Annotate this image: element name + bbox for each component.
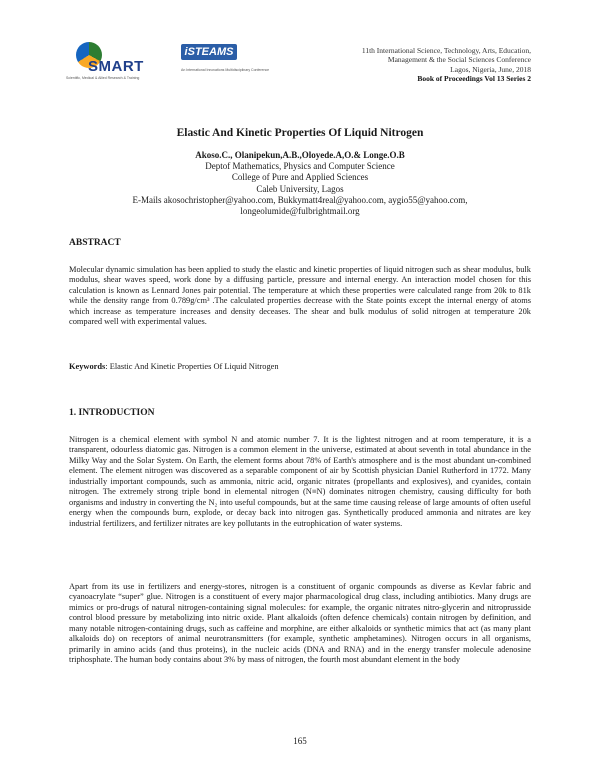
conference-info-line: 11th International Science, Technology, Arts, Education, xyxy=(361,46,531,55)
introduction-paragraph-2: Apart from its use in fertilizers and energy-stores, nitrogen is a constituent of organic compounds as diverse as Kevlar fabric and cyanoacrylate “super” glue. Nitrogen is a constituent of every major pharmacological drug class, including antibiotics. Many drugs are mimics or pro-drugs of natural nitrogen-containing signal molecules: for example, the organic nitrates nitro-glycerin and nitroprusside control blood pressure by metabolizing into nitric oxide. Plant alkaloids (often defence chemicals) contain nitrogen by definition, and many notable nitrogen-containing drugs, such as caffeine and morphine, are either alkaloids or synthetic mimics that act (as many plant alkaloids do) on receptors of animal neurotransmitters (for example, synthetic amphetamines). Nitrogen occurs in all organisms, primarily in amino acids (and thus proteins), in the nucleic acids (DNA and RNA) and in the energy transfer molecule adenosine triphosphate. The human body contains about 3% by mass of nitrogen, the fourth most abundant element in the body xyxy=(69,582,531,665)
author-emails: longeolumide@fulbrightmail.org xyxy=(240,206,360,217)
page-number: 165 xyxy=(293,736,307,746)
author-college: College of Pure and Applied Sciences xyxy=(231,172,369,183)
author-block xyxy=(0,150,600,217)
isteams-logo-tagline: An International Innovations Multidisciplinary Conference xyxy=(181,68,270,72)
abstract-heading: ABSTRACT xyxy=(69,238,121,248)
proceedings-volume: Book of Proceedings Vol 13 Series 2 xyxy=(417,73,531,83)
keywords-label: Keywords xyxy=(69,362,106,371)
smart-logo xyxy=(66,40,178,82)
author-emails: E-Mails akosochristopher@yahoo.com, Bukkymatt4real@yahoo.com, aygio55@yahoo.com, xyxy=(132,194,468,205)
conference-info xyxy=(331,46,531,83)
isteams-logo-text: iSTEAMS xyxy=(181,44,237,60)
keywords-line xyxy=(69,362,279,371)
abstract-text: Molecular dynamic simulation has been applied to study the elastic and kinetic properties of liquid nitrogen such as shear modulus, bulk modulus, shear waves speed, work done by a diffusing particle, pressure and internal energy. An interaction model chosen for this calculation is known as Lennard Jones pair potential. The temperature at which these properties were calculated range from 20k to 81k while the density range from 0.789g/cm³ .The calculated properties decrease with the State points except the internal energy of atoms which increase as temperature increases and density deceases. The shear and bulk modulus of solid nitrogen at temperature 20k compared well with experimental values. xyxy=(69,265,531,327)
keywords-text: : Elastic And Kinetic Properties Of Liquid Nitrogen xyxy=(105,362,279,371)
paper-title: Elastic And Kinetic Properties Of Liquid Nitrogen xyxy=(176,127,424,139)
smart-logo-text: SMART xyxy=(88,58,144,75)
introduction-paragraph-1: Nitrogen is a chemical element with symbol N and atomic number 7. It is the lightest nitrogen and at room temperature, it is a transparent, odourless diatomic gas. Nitrogen is a common element in the universe, estimated at about seventh in total abundance in the Milky Way and the Solar System. On Earth, the element forms about 78% of Earth's atmosphere and is the most abundant un-combined element. The element nitrogen was discovered as a separable component of air by Scottish physician Daniel Rutherford in 1772. Many industrially important compounds, such as ammonia, nitric acid, organic nitrates (propellants and explosives), and cyanides, contain nitrogen. The extremely strong triple bond in elemental nitrogen (N≡N) dominates nitrogen chemistry, causing difficulty for both organisms and industry in converting the N₂ into useful compounds, but at the same time causing release of large amounts of often useful energy when the compounds burn, explode, or decay back into nitrogen gas. Synthetically produced ammonia and nitrates are key industrial fertilizers, and fertilizer nitrates are key pollutants in the eutrophication of water systems. xyxy=(69,435,531,528)
isteams-logo xyxy=(181,44,271,78)
conference-info-line: Management & the Social Sciences Conference xyxy=(387,55,531,65)
header-logos xyxy=(66,40,271,82)
introduction-heading: 1. INTRODUCTION xyxy=(69,408,155,418)
conference-info-line: Lagos, Nigeria, June, 2018 xyxy=(450,64,531,74)
author-department: Deptof Mathematics, Physics and Computer Science xyxy=(205,161,395,172)
author-university: Caleb University, Lagos xyxy=(256,183,344,194)
author-names: Akoso.C., Olanipekun,A.B.,Oloyede.A,O.& Longe.O.B xyxy=(195,150,405,160)
smart-logo-tagline: Scientific, Medical & Allied Research & Training xyxy=(66,76,140,80)
